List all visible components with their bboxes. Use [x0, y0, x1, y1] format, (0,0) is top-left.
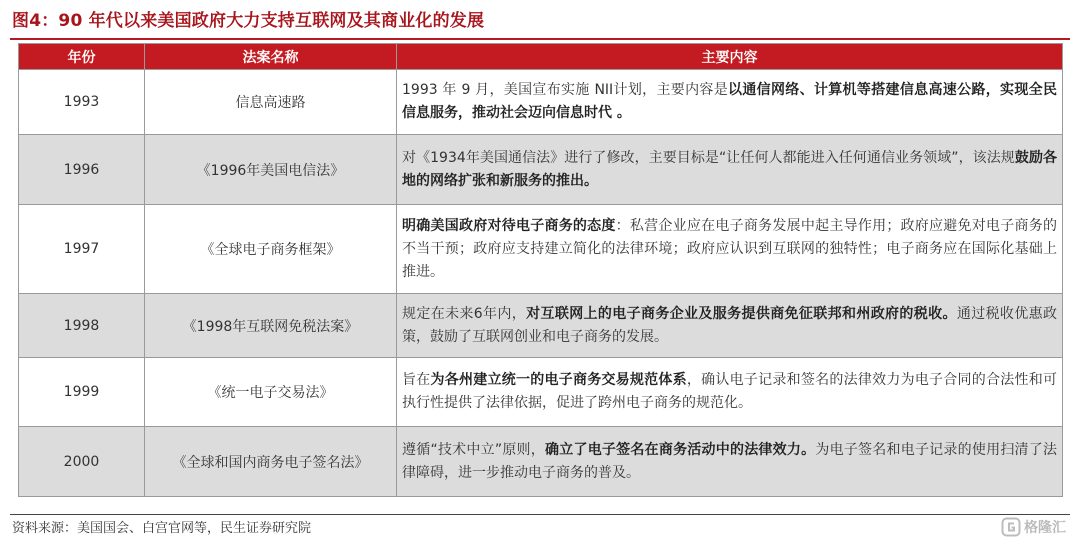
content-text: 1993 年 9 月，美国宣布实施 NII计划，主要内容是	[402, 82, 729, 98]
cell-year: 1999	[19, 358, 145, 427]
cell-content	[397, 205, 1063, 294]
content-text: 旨在	[402, 372, 431, 388]
gelonghui-logo-icon	[1001, 517, 1021, 537]
table-row	[19, 135, 1063, 205]
title-divider	[10, 38, 1070, 40]
watermark	[1001, 517, 1066, 537]
cell-content	[397, 358, 1063, 427]
footer-divider	[10, 514, 1070, 515]
content-text: 遵循“技术中立”原则，	[402, 441, 546, 458]
cell-content	[397, 135, 1063, 205]
cell-year: 1998	[19, 294, 145, 358]
content-emphasis: 对互联网上的电子商务企业及服务提供商免征联邦和州政府的税收。	[526, 305, 957, 322]
cell-year: 1997	[19, 205, 145, 294]
content-text: 通过税收优惠政策，鼓励了互联网创业和电子商务的发展。	[402, 305, 1057, 345]
cell-year: 1996	[19, 135, 145, 205]
cell-law-name: 《全球电子商务框架》	[145, 205, 397, 294]
cell-content	[397, 294, 1063, 358]
content-emphasis: 确立了电子签名在商务活动中的法律效力。	[545, 441, 816, 458]
cell-law-name: 《全球和国内商务电子签名法》	[145, 427, 397, 497]
cell-year: 2000	[19, 427, 145, 497]
header-year: 年份	[19, 44, 145, 70]
header-content: 主要内容	[397, 44, 1063, 70]
table-row	[19, 70, 1063, 135]
header-law-name: 法案名称	[145, 44, 397, 70]
cell-content	[397, 427, 1063, 497]
cell-law-name: 信息高速路	[145, 70, 397, 135]
table-row	[19, 205, 1063, 294]
content-emphasis: 鼓励各地的网络扩张和新服务的推出。	[402, 149, 1058, 189]
content-emphasis: 以通信网络、计算机等搭建信息高速公路，实现全民信息服务，推动社会迈向信息时代 。	[402, 82, 1057, 121]
source-note: 资料来源：美国国会、白宫官网等，民生证券研究院	[12, 521, 312, 536]
cell-content	[397, 70, 1063, 135]
content-emphasis: 明确美国政府对待电子商务的态度	[402, 217, 616, 234]
content-emphasis: 为各州建立统一的电子商务交易规范体系	[430, 372, 687, 388]
cell-year: 1993	[19, 70, 145, 135]
table-row	[19, 358, 1063, 427]
table-row	[19, 427, 1063, 497]
table-header-row	[19, 44, 1063, 70]
content-text: 为电子签名和电子记录的使用扫清了法律障碍，进一步推动电子商务的普及。	[402, 441, 1058, 481]
content-text: ，确认电子记录和签名的法律效力为电子合同的合法性和可执行性提供了法律依据，促进了跨州电子商务的规范化。	[402, 372, 1058, 411]
content-text: ：私营企业应在电子商务发展中起主导作用；政府应避免对电子商务的不当干预；政府应支持建立简化的法律环境；政府应认识到互联网的独特性；电子商务应在国际化基础上推进。	[402, 217, 1058, 280]
page-title: 图4：90 年代以来美国政府大力支持互联网及其商业化的发展	[12, 11, 485, 31]
content-text: 规定在未来6年内，	[402, 305, 527, 322]
content-text: 对《1934年美国通信法》进行了修改，主要目标是“让任何人都能进入任何通信业务领域”，该法规	[402, 149, 1015, 166]
table-row	[19, 294, 1063, 358]
cell-law-name: 《1996年美国电信法》	[145, 135, 397, 205]
law-table	[18, 43, 1063, 497]
cell-law-name: 《1998年互联网免税法案》	[145, 294, 397, 358]
cell-law-name: 《统一电子交易法》	[145, 358, 397, 427]
watermark-text: 格隆汇	[1024, 520, 1066, 536]
